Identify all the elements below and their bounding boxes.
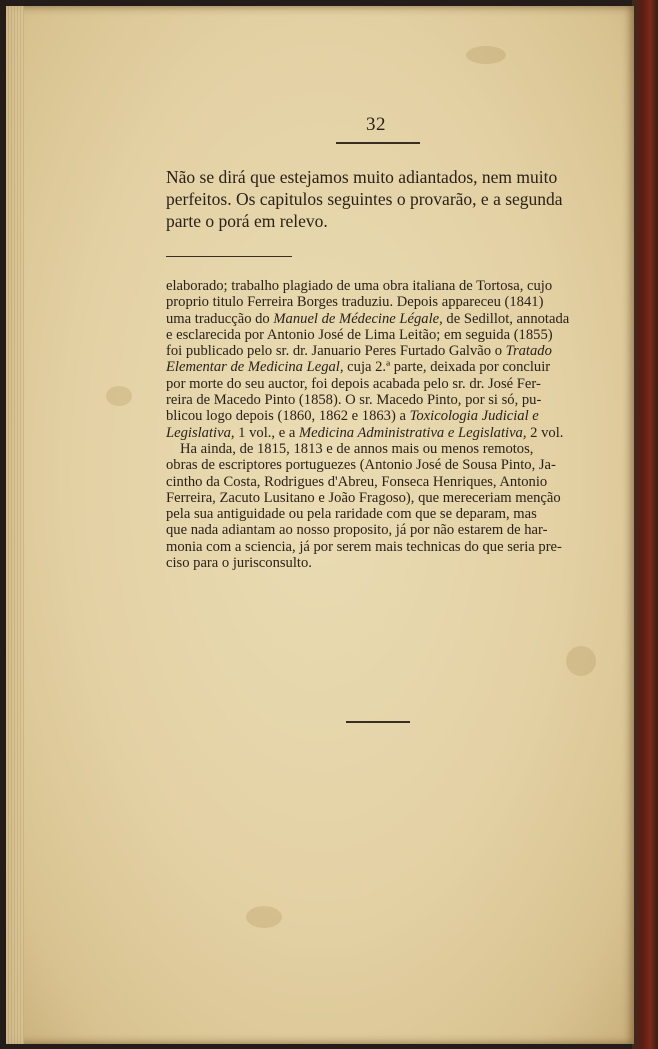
header-rule	[336, 142, 420, 144]
italic-title: Legislativa,	[166, 424, 235, 441]
paper-stain	[566, 646, 596, 676]
italic-title: Toxicologia Judicial e	[409, 408, 539, 425]
footnote-line: cintho da Costa, Rodrigues d'Abreu, Fonseca Henriques, Antonio	[166, 473, 548, 490]
footnote-line: Ha ainda, de 1815, 1813 e de annos mais ou menos remotos,	[180, 440, 534, 457]
footnote-line	[166, 408, 596, 424]
footnote-line	[166, 359, 596, 375]
paper-stain	[246, 906, 282, 928]
footnote-line: pela sua antiguidade ou pela raridade com que se deparam, mas	[166, 506, 537, 523]
footnote-line: proprio titulo Ferreira Borges traduziu. Depois appareceu (1841)	[166, 294, 544, 311]
footnote-line: elaborado; trabalho plagiado de uma obra italiana de Tortosa, cujo	[166, 278, 553, 294]
italic-title: Tratado	[505, 343, 552, 360]
footnote-line: reira de Macedo Pinto (1858). O sr. Macedo Pinto, por si só, pu-	[166, 392, 542, 409]
text-line: parte o porá em relevo.	[166, 211, 328, 231]
italic-title: Manuel de Médecine Légale,	[273, 310, 443, 327]
text-run: uma traducção do	[166, 310, 274, 327]
footnote-line	[166, 425, 596, 441]
italic-title: Medicina Administrativa e Legislativa,	[298, 424, 527, 441]
footnote-line: por morte do seu auctor, foi depois acabada pelo sr. dr. José Fer-	[166, 375, 541, 392]
footnote-line: Ferreira, Zacuto Lusitano e João Fragoso), que mereceriam menção	[166, 489, 561, 506]
text-run: foi publicado pelo sr. dr. Januario Peres Furtado Galvão o	[166, 343, 506, 360]
book-spine	[632, 0, 658, 1049]
page	[6, 6, 634, 1044]
text-run: 2 vol.	[526, 424, 564, 441]
footnote-line: que nada adiantam ao nosso proposito, já por não estarem de har-	[166, 522, 548, 539]
footnote-line: ciso para o jurisconsulto.	[166, 555, 312, 572]
text-run: 1 vol., e a	[234, 424, 299, 441]
page-edges	[6, 6, 24, 1044]
main-paragraph	[166, 166, 596, 232]
italic-title: Elementar de Medicina Legal,	[166, 359, 344, 376]
footnote-line: obras de escriptores portuguezes (Antonio José de Sousa Pinto, Ja-	[166, 457, 556, 474]
footnote-line: monia com a sciencia, já por serem mais technicas do que seria pre-	[166, 538, 562, 555]
footnote-line	[166, 311, 596, 327]
text-run: cuja 2.ª parte, deixada por concluir	[343, 359, 551, 376]
text-run: blicou logo depois (1860, 1862 e 1863) a	[166, 408, 410, 425]
footnote-rule	[166, 256, 292, 257]
text-line: Não se dirá que estejamos muito adiantados, nem muito	[166, 167, 558, 187]
end-rule	[346, 721, 410, 723]
footnote-line: e esclarecida por Antonio José de Lima Leitão; em seguida (1855)	[166, 326, 553, 343]
text-line: perfeitos. Os capitulos seguintes o provarão, e a segunda	[166, 189, 563, 209]
page-number: 32	[366, 114, 386, 135]
text-run: de Sedillot, annotada	[442, 310, 570, 327]
paper-stain	[106, 386, 132, 406]
footnote-line	[166, 343, 596, 359]
paper-stain	[466, 46, 506, 64]
footnote	[166, 278, 596, 571]
